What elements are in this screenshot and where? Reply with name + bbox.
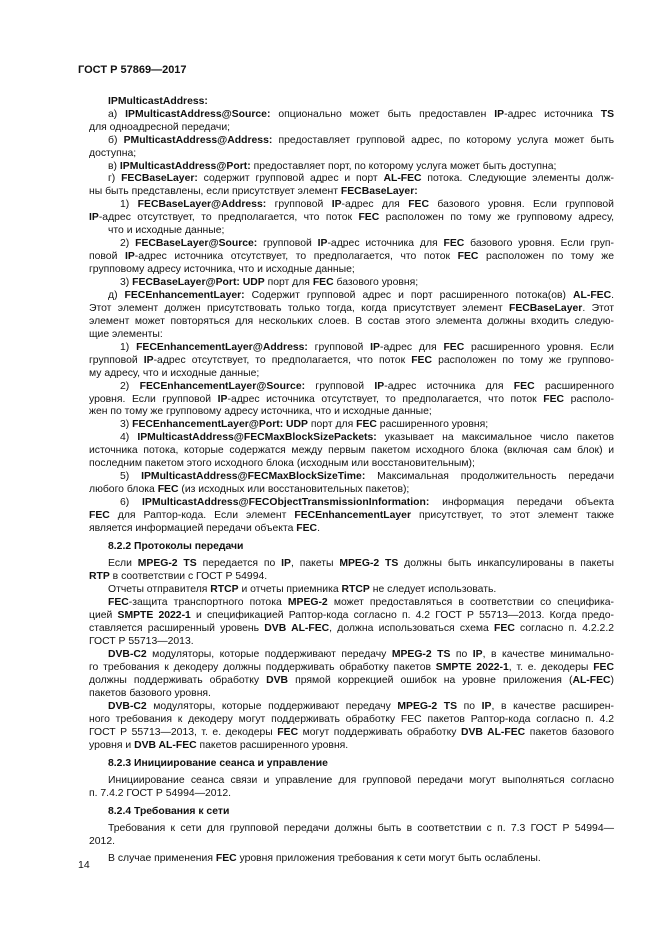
text-line — [108, 95, 208, 108]
bold-text-run: IP — [89, 212, 99, 223]
text-line — [120, 341, 614, 354]
bold-text-run: IPMulticastAddress@FECMaxBlockSizeTime: — [141, 471, 366, 482]
text-run: должны быть инкапсулированы в пакеты — [398, 558, 614, 569]
text-run: -адрес отсутствует, то предполагается, что поток — [98, 212, 359, 223]
bold-text-run: FECBaseLayer@Address: — [137, 199, 267, 210]
text-run: а) — [108, 109, 126, 120]
text-run: групповому адресу источника, что и исходные данные; — [89, 264, 355, 275]
bold-text-run: IP — [374, 381, 385, 392]
bold-text-run: FEC — [108, 597, 129, 608]
text-line — [108, 805, 229, 818]
text-run: ) — [610, 675, 614, 686]
text-run: расширенного уровня. Если — [464, 342, 614, 353]
bold-text-run: MPEG-2 TS — [391, 649, 451, 660]
text-run: прямой коррекцией ошибок на уровне приложения ( — [288, 675, 573, 686]
text-line — [89, 622, 614, 635]
bold-text-run: SMPTE 2022-1 — [117, 610, 191, 621]
bold-text-run: IP — [494, 109, 505, 120]
text-line — [120, 418, 488, 431]
text-line — [120, 431, 614, 444]
text-run: содержит групповой адрес и порт — [197, 173, 384, 184]
text-run: -адрес источника — [504, 109, 601, 120]
bold-text-run: FECEnhancementLayer@Address: — [136, 342, 308, 353]
text-run: предоставляет порт, по которому услуга может быть доступна; — [250, 161, 557, 172]
text-run: в соответствии с ГОСТ Р 54994. — [109, 571, 268, 582]
text-line — [89, 687, 211, 700]
text-run: присутствует, то этот элемент также — [411, 510, 614, 521]
text-run: источника потока, которые содержатся между первым пакетом исходного блока (включая сам блок) и — [89, 445, 614, 456]
text-run: 6) — [120, 497, 143, 508]
text-line — [120, 496, 614, 509]
text-run: Требования к сети для групповой передачи должны быть в соответствии с п. 7.3 ГОСТ Р 54994— — [108, 823, 614, 834]
text-run: щие элементы: — [89, 329, 163, 340]
text-line — [89, 444, 614, 457]
text-run: по — [450, 649, 473, 660]
bold-text-run: MPEG-2 — [287, 597, 328, 608]
text-line — [108, 540, 243, 553]
text-run: ного требования к декодеру могут поддерживать обработку FEC пакетов Раптор-кода согласно п. 4.2 — [89, 714, 614, 725]
text-line — [108, 172, 614, 185]
bold-text-run: IPMulticastAddress@FECMaxBlockSizePackets: — [137, 432, 377, 443]
text-run: базового уровня. Если групповой — [429, 199, 614, 210]
text-run: располо- — [564, 394, 614, 405]
bold-text-run: DVB AL-FEC — [461, 727, 526, 738]
text-run: Содержит групповой адрес и порт расширенного потока(ов) — [244, 290, 574, 301]
bold-text-run: IP — [124, 251, 135, 262]
text-line — [89, 211, 614, 224]
bold-text-run: FECEnhancementLayer@Source: — [139, 381, 306, 392]
page-number: 14 — [78, 859, 90, 871]
text-line — [89, 302, 614, 315]
text-line — [89, 263, 355, 276]
bold-text-run: FECBaseLayer@Port: UDP — [132, 277, 265, 288]
text-line — [89, 185, 418, 198]
text-run: . — [317, 523, 320, 534]
bold-text-run: FECBaseLayer — [508, 303, 583, 314]
text-run: -адрес источника для — [327, 238, 444, 249]
text-run: 1) — [120, 199, 138, 210]
text-run: -защита транспортного потока — [128, 597, 288, 608]
text-run: -адрес отсутствует, то предполагается, что поток — [153, 355, 412, 366]
bold-text-run: MPEG-2 TS — [397, 701, 458, 712]
text-run: базового уровня. Если груп- — [464, 238, 615, 249]
text-line — [89, 835, 115, 848]
bold-text-run: AL-FEC — [572, 675, 611, 686]
text-run: , в качестве минимально- — [482, 649, 614, 660]
text-run: . Этот — [582, 303, 614, 314]
bold-text-run: FEC — [494, 623, 515, 634]
text-line — [89, 609, 614, 622]
text-line — [108, 557, 614, 570]
text-line — [89, 509, 614, 522]
text-line — [108, 108, 614, 121]
text-run: расположен по тому же группово- — [432, 355, 614, 366]
text-run: 4) — [120, 432, 138, 443]
text-run: -адрес для — [341, 199, 409, 210]
bold-text-run: PMulticastAddress@Address: — [123, 135, 273, 146]
bold-text-run: 8.2.3 Инициирование сеанса и управление — [108, 758, 328, 769]
bold-text-run: FEC — [157, 484, 179, 495]
text-run: Максимальная продолжительность передачи — [365, 471, 614, 482]
text-run: передается по — [196, 558, 282, 569]
bold-text-run: FEC — [358, 212, 380, 223]
text-run: модуляторы, которые поддерживают передачу — [146, 649, 392, 660]
text-run: должны поддерживать обработку — [89, 675, 267, 686]
bold-text-run: RTP — [89, 571, 110, 582]
bold-text-run: FECEnhancementLayer@Port: UDP — [132, 419, 308, 430]
text-run: ГОСТ Р 55713—2013, т. е. декодеры — [89, 727, 278, 738]
text-line — [89, 713, 614, 726]
bold-text-run: RTCP — [341, 584, 370, 595]
bold-text-run: IPMulticastAddress: — [108, 96, 208, 107]
text-run: п. 7.4.2 ГОСТ Р 54994—2012. — [89, 788, 232, 799]
text-run: и спецификацией Раптор-кода согласно п. 4.2 ГОСТ Р 55713—2013. Когда предо- — [190, 610, 614, 621]
text-run: опционально может быть предоставлен — [270, 109, 495, 120]
text-run: ГОСТ Р 55713—2013. — [89, 636, 194, 647]
text-line — [89, 739, 348, 752]
bold-text-run: MPEG-2 TS — [137, 558, 197, 569]
bold-text-run: AL-FEC — [573, 290, 612, 301]
bold-text-run: IP — [370, 342, 380, 353]
text-run: , в качестве расширен- — [491, 701, 614, 712]
text-line — [108, 596, 614, 609]
text-run: не следует использовать. — [369, 584, 497, 595]
bold-text-run: RTCP — [210, 584, 239, 595]
text-line — [89, 570, 267, 583]
text-line — [108, 289, 614, 302]
text-line — [108, 583, 496, 596]
text-run: -адрес для — [380, 342, 444, 353]
bold-text-run: AL-FEC — [383, 173, 422, 184]
text-run: для одноадресной передачи; — [89, 122, 231, 133]
bold-text-run: FECBaseLayer: — [121, 173, 198, 184]
text-run: Если — [108, 558, 138, 569]
text-line — [108, 700, 614, 713]
bold-text-run: FEC — [543, 394, 565, 405]
text-run: 3) — [120, 419, 133, 430]
text-run: 5) — [120, 471, 142, 482]
text-run: уровня и — [89, 740, 135, 751]
bold-text-run: FEC — [89, 510, 110, 521]
text-line — [89, 367, 259, 380]
text-run: . — [611, 290, 614, 301]
text-run: уровня. Если групповой — [89, 394, 218, 405]
text-line — [108, 774, 614, 787]
text-run: указывает на максимальное число пакетов — [376, 432, 614, 443]
bold-text-run: FEC — [443, 342, 465, 353]
bold-text-run: 8.2.4 Требования к сети — [108, 806, 230, 817]
text-line — [89, 315, 614, 328]
text-run: пакетов базового уровня. — [89, 688, 211, 699]
text-run: расположен по тому же — [478, 251, 614, 262]
bold-text-run: FECEnhancementLayer: — [124, 290, 245, 301]
text-line — [89, 483, 409, 496]
text-run: для Раптор-кода. Если элемент — [109, 510, 295, 521]
bold-text-run: FEC — [296, 523, 318, 534]
bold-text-run: FEC — [277, 727, 299, 738]
text-run: , должна использоваться схема — [329, 623, 495, 634]
bold-text-run: FEC — [312, 277, 334, 288]
text-run: любого блока — [89, 484, 158, 495]
bold-text-run: IP — [281, 558, 291, 569]
bold-text-run: IPMulticastAddress@FECObjectTransmissionInformation: — [142, 497, 430, 508]
text-run: расположен по тому же групповому адресу, — [379, 212, 614, 223]
text-line — [89, 726, 614, 739]
text-line — [89, 354, 614, 367]
text-run: б) — [108, 135, 124, 146]
text-line — [89, 147, 136, 160]
text-run: 2012. — [89, 836, 116, 847]
text-line — [120, 198, 614, 211]
bold-text-run: IP — [331, 199, 342, 210]
bold-text-run: 8.2.2 Протоколы передачи — [108, 541, 244, 552]
text-run: ны быть представлены, если присутствует элемент — [89, 186, 341, 197]
bold-text-run: FEC — [443, 238, 465, 249]
bold-text-run: IP — [481, 701, 492, 712]
bold-text-run: FEC — [356, 419, 377, 430]
text-run: групповой — [89, 355, 144, 366]
text-run: цией — [89, 610, 118, 621]
text-line — [108, 648, 614, 661]
text-run: Отчеты отправителя — [108, 584, 211, 595]
text-line — [108, 757, 328, 770]
text-line — [120, 237, 614, 250]
text-run: доступна; — [89, 148, 137, 159]
text-run: , т. е. декодеры — [508, 662, 594, 673]
text-line — [89, 457, 475, 470]
text-line — [120, 380, 614, 393]
text-run: 1) — [120, 342, 137, 353]
text-run: пакетов расширенного уровня. — [196, 740, 349, 751]
text-run: групповой — [305, 381, 375, 392]
text-run: уровня приложения требования к сети могут быть ослаблены. — [236, 853, 541, 864]
text-line — [89, 522, 320, 535]
text-run: информация передачи объекта — [429, 497, 614, 508]
text-run: Инициирование сеанса связи и управление для групповой передачи могут выполняться согласно — [108, 775, 614, 786]
text-run: В случае применения — [108, 853, 216, 864]
text-run: , пакеты — [291, 558, 340, 569]
text-run: 2) — [120, 238, 136, 249]
text-run: расширенного — [534, 381, 614, 392]
text-run: расширенного уровня; — [376, 419, 489, 430]
text-run: потока. Следующие элементы долж- — [421, 173, 614, 184]
text-run: предоставляет групповой адрес, по которому услуга может быть — [272, 135, 614, 146]
text-run: д) — [108, 290, 125, 301]
text-run: может предоставляться в соответствии со специфика- — [327, 597, 614, 608]
text-line — [120, 470, 614, 483]
text-run: жен по тому же групповому адресу источника, что и исходные данные; — [89, 406, 432, 417]
text-run: му адресу, что и исходные данные; — [89, 368, 260, 379]
text-line — [89, 328, 163, 341]
bold-text-run: DVB-C2 — [108, 649, 147, 660]
bold-text-run: IP — [143, 355, 154, 366]
bold-text-run: FEC — [215, 853, 237, 864]
text-run: что и исходные данные; — [108, 225, 225, 236]
text-line — [89, 121, 230, 134]
text-run: ставляется расширенный уровень — [89, 623, 265, 634]
text-run: -адрес источника отсутствует, то предполагается, что поток — [134, 251, 458, 262]
text-run: групповой — [266, 199, 332, 210]
text-run: базового уровня; — [333, 277, 419, 288]
text-run: согласно п. 4.2.2.2 — [514, 623, 614, 634]
text-run: является информацией передачи объекта — [89, 523, 297, 534]
bold-text-run: DVB AL-FEC — [264, 623, 330, 634]
bold-text-run: FECBaseLayer: — [340, 186, 418, 197]
text-line — [108, 134, 614, 147]
text-line — [89, 250, 614, 263]
text-run: модуляторы, которые поддерживают передачу — [146, 701, 398, 712]
text-run: -адрес источника для — [384, 381, 514, 392]
text-run: групповой — [307, 342, 371, 353]
bold-text-run: FECEnhancementLayer — [294, 510, 412, 521]
bold-text-run: FEC — [513, 381, 535, 392]
bold-text-run: IPMulticastAddress@Port: — [119, 161, 251, 172]
text-run: групповой — [257, 238, 318, 249]
bold-text-run: TS — [600, 109, 615, 120]
bold-text-run: FEC — [457, 251, 479, 262]
text-run: 2) — [120, 381, 140, 392]
text-run: (из исходных или восстановительных пакетов); — [178, 484, 410, 495]
text-run: последним пакетом этого исходного блока (исходным или восстановительным); — [89, 458, 475, 469]
text-line — [108, 822, 614, 835]
text-run: г) — [108, 173, 122, 184]
text-line — [89, 787, 231, 800]
bold-text-run: FECBaseLayer@Source: — [135, 238, 258, 249]
text-run: и отчеты приемника — [238, 584, 342, 595]
text-run: в) — [108, 161, 120, 172]
text-run: Этот элемент должен присутствовать только тогда, когда присутствует элемент — [89, 303, 509, 314]
bold-text-run: IP — [317, 238, 328, 249]
bold-text-run: DVB-C2 — [108, 701, 147, 712]
text-run: -адрес источника отсутствует, то предполагается, что поток — [227, 394, 544, 405]
text-run: порт для — [307, 419, 357, 430]
bold-text-run: FEC — [411, 355, 432, 366]
bold-text-run: FEC — [408, 199, 429, 210]
text-line — [120, 276, 418, 289]
bold-text-run: FEC — [593, 662, 614, 673]
text-line — [108, 852, 541, 865]
text-run: могут поддерживать обработку — [298, 727, 461, 738]
text-line — [89, 661, 614, 674]
text-line — [89, 635, 194, 648]
text-run: по — [457, 701, 482, 712]
text-run: 3) — [120, 277, 133, 288]
bold-text-run: DVB AL-FEC — [134, 740, 197, 751]
bold-text-run: SMPTE 2022-1 — [435, 662, 509, 673]
text-run: элемент может повторяться для нескольких слоев. В состав этого элемента должны входить следую- — [89, 316, 614, 327]
text-run: го требования к декодеру должны поддерживать обработку пакетов — [89, 662, 436, 673]
bold-text-run: IP — [217, 394, 228, 405]
text-line — [89, 674, 614, 687]
text-run: порт для — [264, 277, 313, 288]
document-header: ГОСТ Р 57869—2017 — [78, 64, 187, 76]
bold-text-run: MPEG-2 TS — [339, 558, 399, 569]
text-run: повой — [89, 251, 125, 262]
text-line — [108, 224, 224, 237]
text-run: пакетов базового — [525, 727, 614, 738]
text-line — [89, 405, 432, 418]
bold-text-run: DVB — [266, 675, 289, 686]
bold-text-run: IP — [472, 649, 483, 660]
bold-text-run: IPMulticastAddress@Source: — [125, 109, 271, 120]
